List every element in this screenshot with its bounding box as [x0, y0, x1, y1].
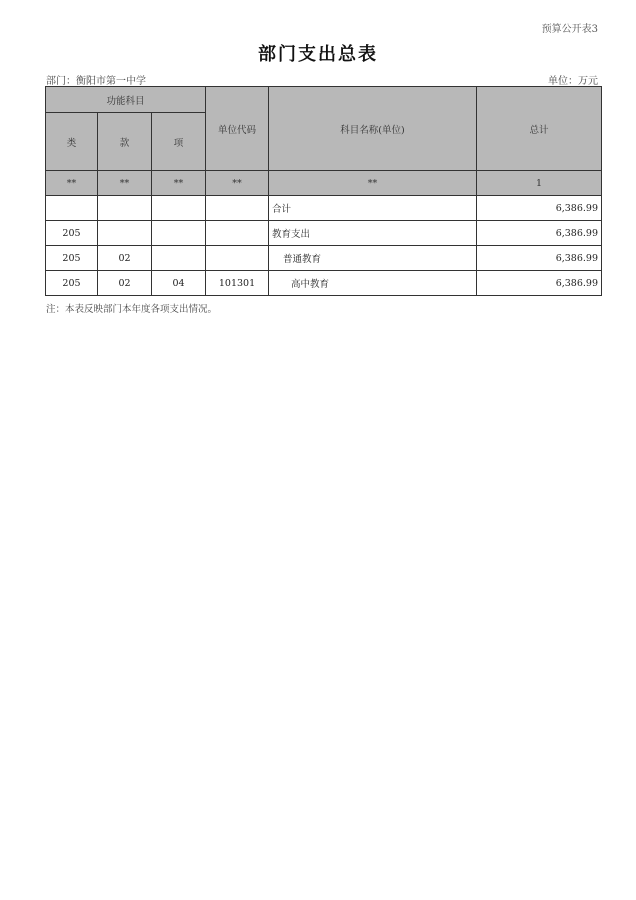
cell-total: 6,386.99	[477, 271, 602, 296]
cell-lei	[46, 196, 98, 221]
department-label: 部门：衡阳市第一中学	[46, 76, 146, 87]
table-number-label: 预算公开表3	[541, 24, 598, 35]
index-row	[46, 171, 602, 196]
cell-unit-code	[206, 221, 269, 246]
page-title: 部门支出总表	[258, 44, 378, 65]
cell-total: 6,386.99	[477, 246, 602, 271]
unit-label: 单位：万元	[548, 76, 598, 87]
header-lei: 类	[46, 113, 98, 171]
table-row	[46, 246, 602, 271]
index-cell: **	[206, 171, 269, 196]
cell-unit-code: 101301	[206, 271, 269, 296]
table-row	[46, 196, 602, 221]
cell-subject-name: 教育支出	[269, 221, 477, 246]
cell-lei: 205	[46, 271, 98, 296]
cell-total: 6,386.99	[477, 221, 602, 246]
index-cell: 1	[477, 171, 602, 196]
index-cell: **	[98, 171, 152, 196]
cell-xiang: 04	[152, 271, 206, 296]
cell-kuan	[98, 196, 152, 221]
cell-xiang	[152, 221, 206, 246]
cell-unit-code	[206, 196, 269, 221]
table-row	[46, 221, 602, 246]
cell-subject-name: 高中教育	[269, 271, 477, 296]
cell-unit-code	[206, 246, 269, 271]
index-cell: **	[269, 171, 477, 196]
header-total: 总计	[477, 87, 602, 171]
header-xiang: 项	[152, 113, 206, 171]
header-kuan: 款	[98, 113, 152, 171]
cell-kuan: 02	[98, 271, 152, 296]
header-subject-name: 科目名称(单位)	[269, 87, 477, 171]
header-function-subject: 功能科目	[46, 87, 206, 113]
cell-kuan	[98, 221, 152, 246]
cell-lei: 205	[46, 246, 98, 271]
cell-lei: 205	[46, 221, 98, 246]
header-unit-code: 单位代码	[206, 87, 269, 171]
index-cell: **	[46, 171, 98, 196]
footnote: 注：本表反映部门本年度各项支出情况。	[46, 304, 218, 315]
cell-kuan: 02	[98, 246, 152, 271]
table-row	[46, 271, 602, 296]
cell-total: 6,386.99	[477, 196, 602, 221]
index-cell: **	[152, 171, 206, 196]
cell-xiang	[152, 196, 206, 221]
cell-subject-name: 普通教育	[269, 246, 477, 271]
expenditure-table	[45, 86, 602, 296]
cell-subject-name: 合计	[269, 196, 477, 221]
cell-xiang	[152, 246, 206, 271]
